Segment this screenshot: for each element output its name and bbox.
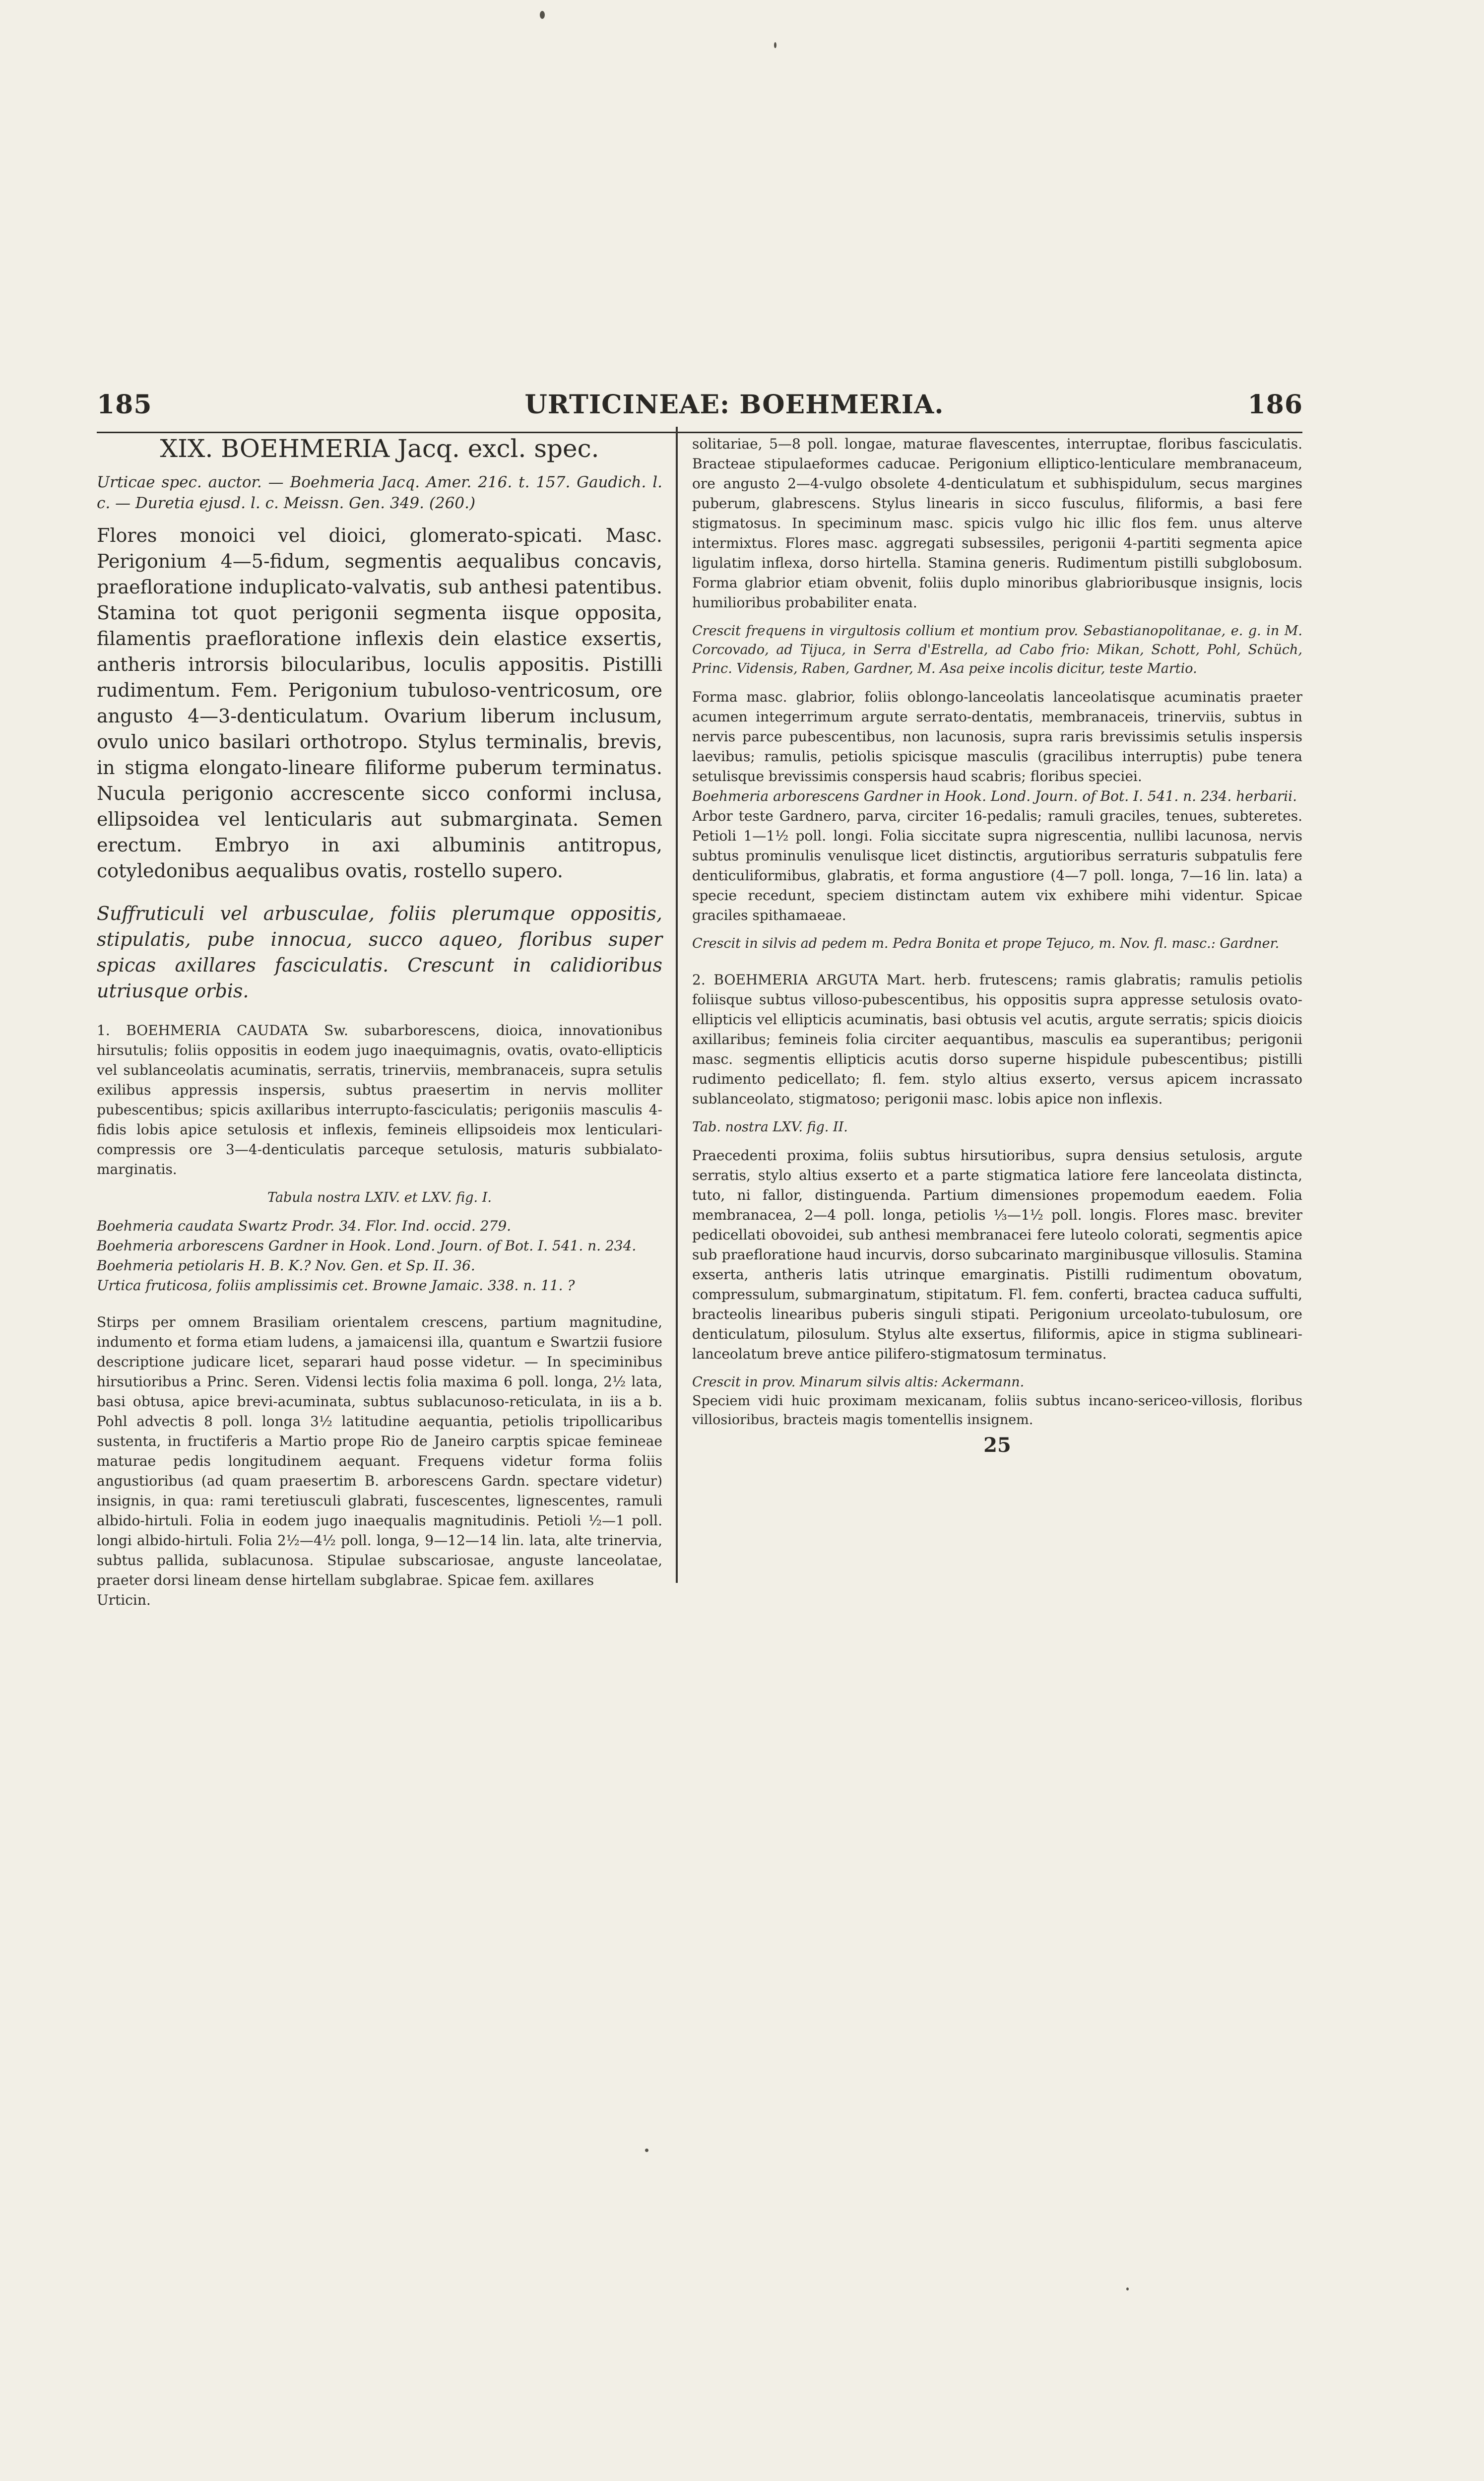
species-2-habitat: Crescit in prov. Minarum silvis altis: Ackermann. (692, 1374, 1025, 1390)
species-1-reference: Boehmeria caudata Swartz Prodr. 34. Flor. Ind. occid. 279. (97, 1218, 512, 1234)
species-1-discussion: Stirps per omnem Brasiliam orientalem crescens, partium magnitudine, indumento et forma etiam ludens, a jamaicensi illa, quantum e Swartzii fusiore descriptione judicare licet, separari haud posse videtur. — In speciminibus hirsutioribus a Princ. Seren. Vidensi lectis folia maxima 6 poll. longa, 2½ lata, basi obtusa, apice brevi-acuminata, subtus sublacunoso-reticulata, in iis a b. Pohl advectis 8 poll. longa 3½ latitudine aequantia, petiolis tripollicaribus sustenta, in fructiferis a Martio prope Rio de Janeiro carptis spicae femineae maturae pedis longitudinem aequant. Frequens videtur forma foliis angustioribus (ad quam praesertim B. arborescens Gardn. spectare videtur) insignis, in qua: rami teretiusculi glabrati, fuscescentes, lignescentes, ramuli albido-hirtuli. Folia in eodem jugo inaequalis magnitudinis. Petioli ½—1 poll. longi albido-hirtuli. Folia 2½—4½ poll. longa, 9—12—14 lin. lata, alte trinervia, subtus pallida, sublacunosa. Stipulae subscariosae, anguste lanceolatae, praeter dorsi lineam dense hirtellam subglabrae. Spicae fem. axillares (97, 1314, 662, 1588)
right-column (692, 434, 1302, 1457)
genus-habit: Suffruticuli vel arbusculae, foliis plerumque oppositis, stipulatis, pube innocua, succo aqueo, floribus super spicas axillares fasciculatis. Crescunt in calidioribus utriusque orbis. (97, 903, 662, 1002)
species-1-habitat: Crescit frequens in virgultosis collium et montium prov. Sebastianopolitanae, e. g. in M. Corcovado, ad Tijuca, in Serra d'Estrella, ad Cabo frio: Mikan, Schott, Pohl, Schüch, Princ. Vidensis, Raben, Gardner, M. Asa peixe incolis dicitur, teste Martio. (692, 623, 1302, 676)
forma-description: Arbor teste Gardnero, parva, circiter 16-pedalis; ramuli graciles, tenues, subteretes. Petioli 1—1½ poll. longi. Folia siccitate supra nigrescentia, nullibi lacunosa, nervis subtus prominulis venulisque licet distinctis, argutioribus serraturis subpatulis fere denticuliformibus, glabratis, et forma angustiore (4—7 poll. longa, 7—16 lin. lata) a specie recedunt, speciem distinctam autem vix exhibere mihi videntur. Spicae graciles spithamaeae. (692, 808, 1302, 923)
species-1-continuation: solitariae, 5—8 poll. longae, maturae flavescentes, interruptae, floribus fasciculatis. Bracteae stipulaeformes caducae. Perigonium elliptico-lenticulare membranaceum, ore angusto 2—4-vulgo obsolete 4-denticulatum et subhispidulum, secus margines puberum, glabrescens. Stylus linearis in sicco fusculus, filiformis, a basi fere stigmatosus. In speciminum masc. spicis vulgo hic illic flos fem. unus alterve intermixtus. Flores masc. aggregati subsessiles, perigonii 4-partiti segmenta apice ligulatim inflexa, dorso hirtella. Stamina generis. Rudimentum pistilli subglobosum. Forma glabrior etiam obvenit, foliis duplo minoribus glabrioribusque insignis, locis humilioribus probabiliter enata. (692, 436, 1302, 611)
specimen-note: Speciem vidi huic proximam mexicanam, foliis subtus incano-sericeo-villosis, floribus villosioribus, bracteis magis tomentellis insignem. (692, 1393, 1302, 1428)
signature-mark: 25 (983, 1434, 1011, 1457)
header-rule (97, 432, 1302, 433)
scan-speck (774, 42, 776, 48)
forma-reference: Boehmeria arborescens Gardner in Hook. Lond. Journ. of Bot. I. 541. n. 234. herbarii. (692, 788, 1297, 804)
scan-speck (645, 2149, 648, 2152)
species-1-reference: Boehmeria petiolaris H. B. K.? Nov. Gen. et Sp. II. 36. (97, 1257, 475, 1274)
species-2-plate: Tab. nostra LXV. fig. II. (692, 1119, 848, 1135)
page-number-right: 186 (1247, 390, 1303, 420)
species-1-reference: Boehmeria arborescens Gardner in Hook. Lond. Journ. of Bot. I. 541. n. 234. (97, 1238, 637, 1254)
scan-speck (540, 11, 545, 19)
running-title: URTICINEAE: BOEHMERIA. (524, 390, 944, 420)
species-1-reference: Urtica fruticosa, foliis amplissimis cet. Browne Jamaic. 338. n. 11. ? (97, 1277, 575, 1294)
species-2-description: Praecedenti proxima, foliis subtus hirsutioribus, supra densius setulosis, argute serratis, stylo altius exserto et a parte stigmatica latiore fere lanceolata distincta, tuto, ni fallor, distinguenda. Partium dimensiones propemodum eaedem. Folia membranacea, 2—4 poll. longa, petiolis ⅓—1½ poll. longis. Flores masc. breviter pedicellati obovoidei, sub anthesi membranacei fere luteolo colorati, segmentis apice sub praefloratione haud incurvis, dorso subcarinato marginibusque villosulis. Stamina exserta, antheris latis utrinque emarginatis. Pistilli rudimentum obovatum, compressulum, submarginatum, stipitatum. Fl. fem. conferti, bractea caduca suffulti, bracteolis linearibus puberis singuli stipati. Perigonium urceolato-tubulosum, ore denticulatum, pilosulum. Stylus alte exsertus, filiformis, apice in stigma sublineari-lanceolatum breve antice pilifero-stigmatosum terminatus. (692, 1147, 1302, 1362)
species-1-plate: Tabula nostra LXIV. et LXV. fig. I. (267, 1190, 492, 1205)
scan-speck (1126, 2287, 1129, 2290)
forma-glabrior: Forma masc. glabrior, foliis oblongo-lanceolatis lanceolatisque acuminatis praeter acumen integerrimum argute serrato-dentatis, membranaceis, trinerviis, subtus in nervis parce pubescentibus, non lacunosis, supra raris brevissimis setulis inspersis laevibus; ramulis, petiolis spicisque masculis (gracilibus interruptis) pube tenera setulisque brevissimis conspersis haud scabris; floribus speciei. (692, 689, 1302, 784)
forma-habitat: Crescit in silvis ad pedem m. Pedra Bonita et prope Tejuco, m. Nov. fl. masc.: Gardner. (692, 936, 1280, 951)
genus-title: XIX. BOEHMERIA Jacq. excl. spec. (160, 434, 599, 463)
page-number-left: 185 (97, 390, 152, 420)
genus-synonymy: Urticae spec. auctor. — Boehmeria Jacq. Amer. 216. t. 157. Gaudich. l. c. — Duretia ejusd. l. c. Meissn. Gen. 349. (260.) (97, 473, 662, 512)
catchword: Urticin. (97, 1592, 151, 1608)
genus-description: Flores monoici vel dioici, glomerato-spicati. Masc. Perigonium 4—5-fidum, segmentis aequalibus concavis, praefloratione induplicato-valvatis, sub anthesi patentibus. Stamina tot quot perigonii segmenta iisque opposita, filamentis praefloratione inflexis dein elastice exsertis, antheris introrsis bilocularibus, loculis appositis. Pistilli rudimentum. Fem. Perigonium tubuloso-ventricosum, ore angusto 4—3-denticulatum. Ovarium liberum inclusum, ovulo unico basilari orthotropo. Stylus terminalis, brevis, in stigma elongato-lineare filiforme puberum terminatus. Nucula perigonio accrescente sicco conformi inclusa, ellipsoidea vel lenticularis aut submarginata. Semen erectum. Embryo in axi albuminis antitropus, cotyledonibus aequalibus ovatis, rostello supero. (97, 524, 662, 882)
column-divider (676, 427, 678, 1583)
left-column (97, 434, 662, 1610)
species-2-diagnosis: 2. BOEHMERIA ARGUTA Mart. herb. frutescens; ramis glabratis; ramulis petiolis foliisque subtus villoso-pubescentibus, his oppositis supra appresse setulosis ovato-ellipticis vel ellipticis acuminatis, basi obtusis vel acutis, argute serratis; spicis dioicis axillaribus; femineis folia circiter aequantibus, masculis ea superantibus; perigonii masc. segmentis ellipticis acutis dorso superne hispidule pubescentibus; pistilli rudimento pedicellato; fl. fem. stylo altius exserto, versus apicem incrassato sublanceolato, stigmatoso; perigonii masc. lobis apice non inflexis. (692, 972, 1302, 1107)
species-1-diagnosis: 1. BOEHMERIA CAUDATA Sw. subarborescens, dioica, innovationibus hirsutulis; foliis oppositis in eodem jugo inaequimagnis, ovatis, ovato-ellipticis vel sublanceolatis acuminatis, serratis, trinerviis, membranaceis, supra setulis exilibus appressis inspersis, subtus praesertim in nervis molliter pubescentibus; spicis axillaribus interrupto-fasciculatis; perigoniis masculis 4-fidis lobis apice setulosis et inflexis, femineis ellipsoideis mox lenticulari-compressis ore 3—4-denticulatis parceque setulosis, maturis subbialato-marginatis. (97, 1022, 662, 1177)
